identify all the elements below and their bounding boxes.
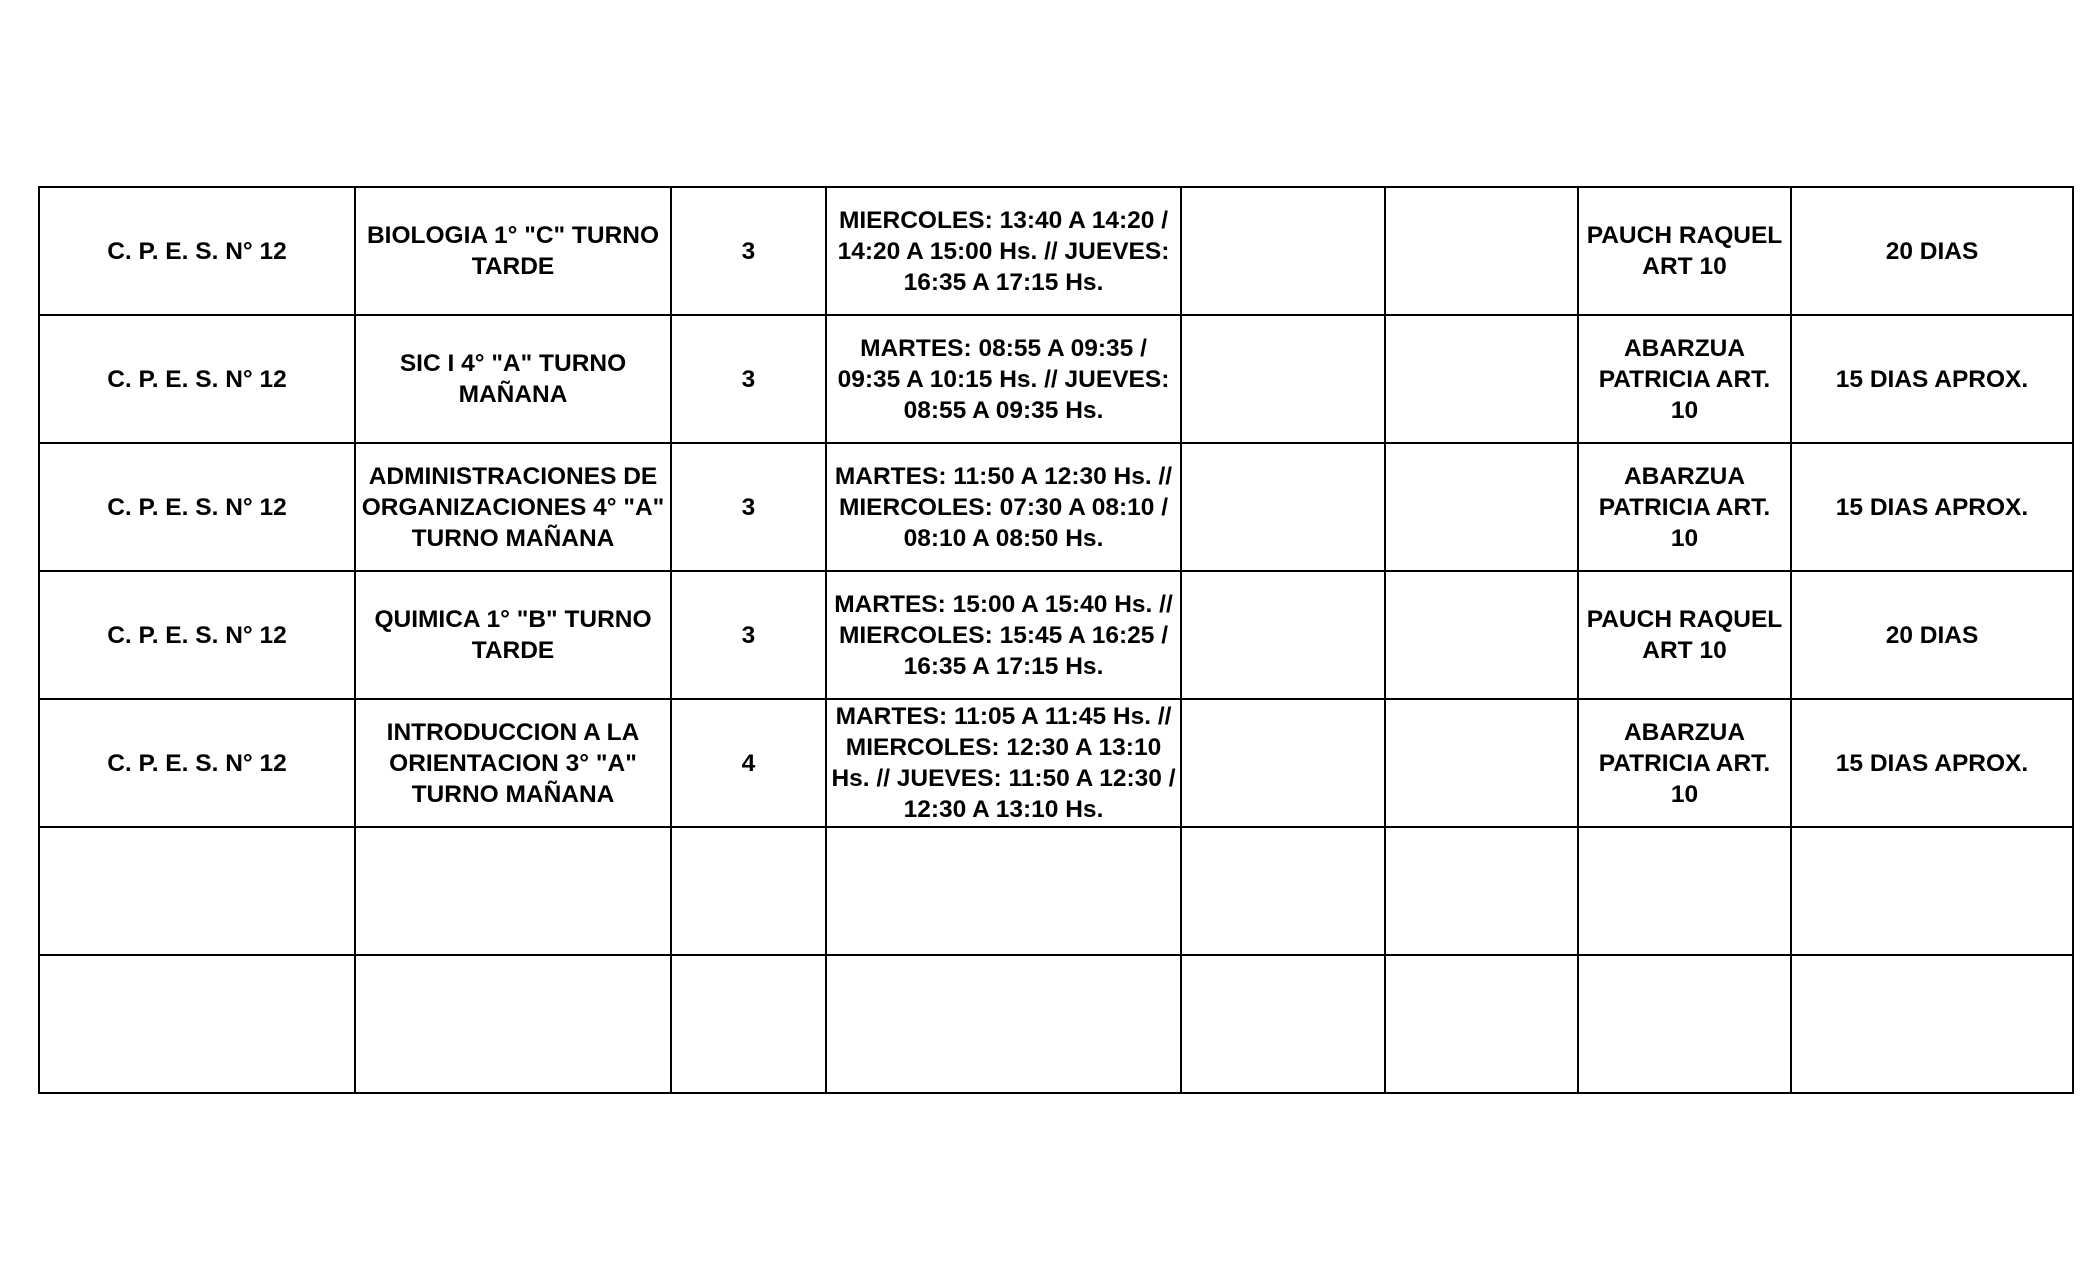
hours-cell: 4	[671, 699, 826, 827]
empty-cell	[1385, 443, 1578, 571]
empty-cell	[1181, 315, 1385, 443]
empty-table-row	[39, 827, 2073, 955]
teacher-cell: PAUCH RAQUEL ART 10	[1578, 571, 1791, 699]
duration-cell: 15 DIAS APROX.	[1791, 443, 2073, 571]
hours-cell: 3	[671, 443, 826, 571]
table-row	[39, 315, 2073, 443]
hours-cell: 3	[671, 315, 826, 443]
subject-cell: SIC I 4° "A" TURNO MAÑANA	[355, 315, 671, 443]
empty-table-row	[39, 955, 2073, 1093]
teacher-cell: ABARZUA PATRICIA ART. 10	[1578, 699, 1791, 827]
duration-cell: 15 DIAS APROX.	[1791, 699, 2073, 827]
schedule-cell: MIERCOLES: 13:40 A 14:20 / 14:20 A 15:00 Hs. // JUEVES: 16:35 A 17:15 Hs.	[826, 187, 1181, 315]
hours-cell: 3	[671, 187, 826, 315]
empty-cell	[1181, 827, 1385, 955]
empty-cell	[1791, 955, 2073, 1093]
empty-cell	[1181, 699, 1385, 827]
empty-cell	[671, 827, 826, 955]
school-cell: C. P. E. S. N° 12	[39, 571, 355, 699]
duration-cell: 15 DIAS APROX.	[1791, 315, 2073, 443]
empty-cell	[1578, 955, 1791, 1093]
empty-cell	[1181, 187, 1385, 315]
table-row	[39, 443, 2073, 571]
schedule-cell: MARTES: 15:00 A 15:40 Hs. // MIERCOLES: 15:45 A 16:25 / 16:35 A 17:15 Hs.	[826, 571, 1181, 699]
school-cell: C. P. E. S. N° 12	[39, 699, 355, 827]
table-row	[39, 699, 2073, 827]
empty-cell	[826, 827, 1181, 955]
schedule-cell: MARTES: 11:50 A 12:30 Hs. // MIERCOLES: 07:30 A 08:10 / 08:10 A 08:50 Hs.	[826, 443, 1181, 571]
empty-cell	[39, 955, 355, 1093]
empty-cell	[1385, 955, 1578, 1093]
empty-cell	[1791, 827, 2073, 955]
empty-cell	[826, 955, 1181, 1093]
empty-cell	[671, 955, 826, 1093]
school-cell: C. P. E. S. N° 12	[39, 443, 355, 571]
subject-cell: INTRODUCCION A LA ORIENTACION 3° "A" TURNO MAÑANA	[355, 699, 671, 827]
empty-cell	[1181, 571, 1385, 699]
empty-cell	[1181, 955, 1385, 1093]
subject-cell: QUIMICA 1° "B" TURNO TARDE	[355, 571, 671, 699]
duration-cell: 20 DIAS	[1791, 571, 2073, 699]
schedule-cell: MARTES: 08:55 A 09:35 / 09:35 A 10:15 Hs. // JUEVES: 08:55 A 09:35 Hs.	[826, 315, 1181, 443]
empty-cell	[1385, 571, 1578, 699]
teacher-cell: PAUCH RAQUEL ART 10	[1578, 187, 1791, 315]
empty-cell	[1385, 827, 1578, 955]
empty-cell	[1578, 827, 1791, 955]
hours-cell: 3	[671, 571, 826, 699]
subject-cell: ADMINISTRACIONES DE ORGANIZACIONES 4° "A" TURNO MAÑANA	[355, 443, 671, 571]
empty-cell	[1385, 187, 1578, 315]
teacher-cell: ABARZUA PATRICIA ART. 10	[1578, 315, 1791, 443]
school-cell: C. P. E. S. N° 12	[39, 187, 355, 315]
empty-cell	[355, 827, 671, 955]
subject-cell: BIOLOGIA 1° "C" TURNO TARDE	[355, 187, 671, 315]
table-row	[39, 571, 2073, 699]
school-cell: C. P. E. S. N° 12	[39, 315, 355, 443]
teacher-cell: ABARZUA PATRICIA ART. 10	[1578, 443, 1791, 571]
schedule-cell: MARTES: 11:05 A 11:45 Hs. // MIERCOLES: 12:30 A 13:10 Hs. // JUEVES: 11:50 A 12:30 / 12:30 A 13:10 Hs.	[826, 699, 1181, 827]
empty-cell	[1181, 443, 1385, 571]
empty-cell	[1385, 315, 1578, 443]
schedule-table	[38, 186, 2074, 1094]
table-row	[39, 187, 2073, 315]
empty-cell	[355, 955, 671, 1093]
empty-cell	[39, 827, 355, 955]
duration-cell: 20 DIAS	[1791, 187, 2073, 315]
empty-cell	[1385, 699, 1578, 827]
